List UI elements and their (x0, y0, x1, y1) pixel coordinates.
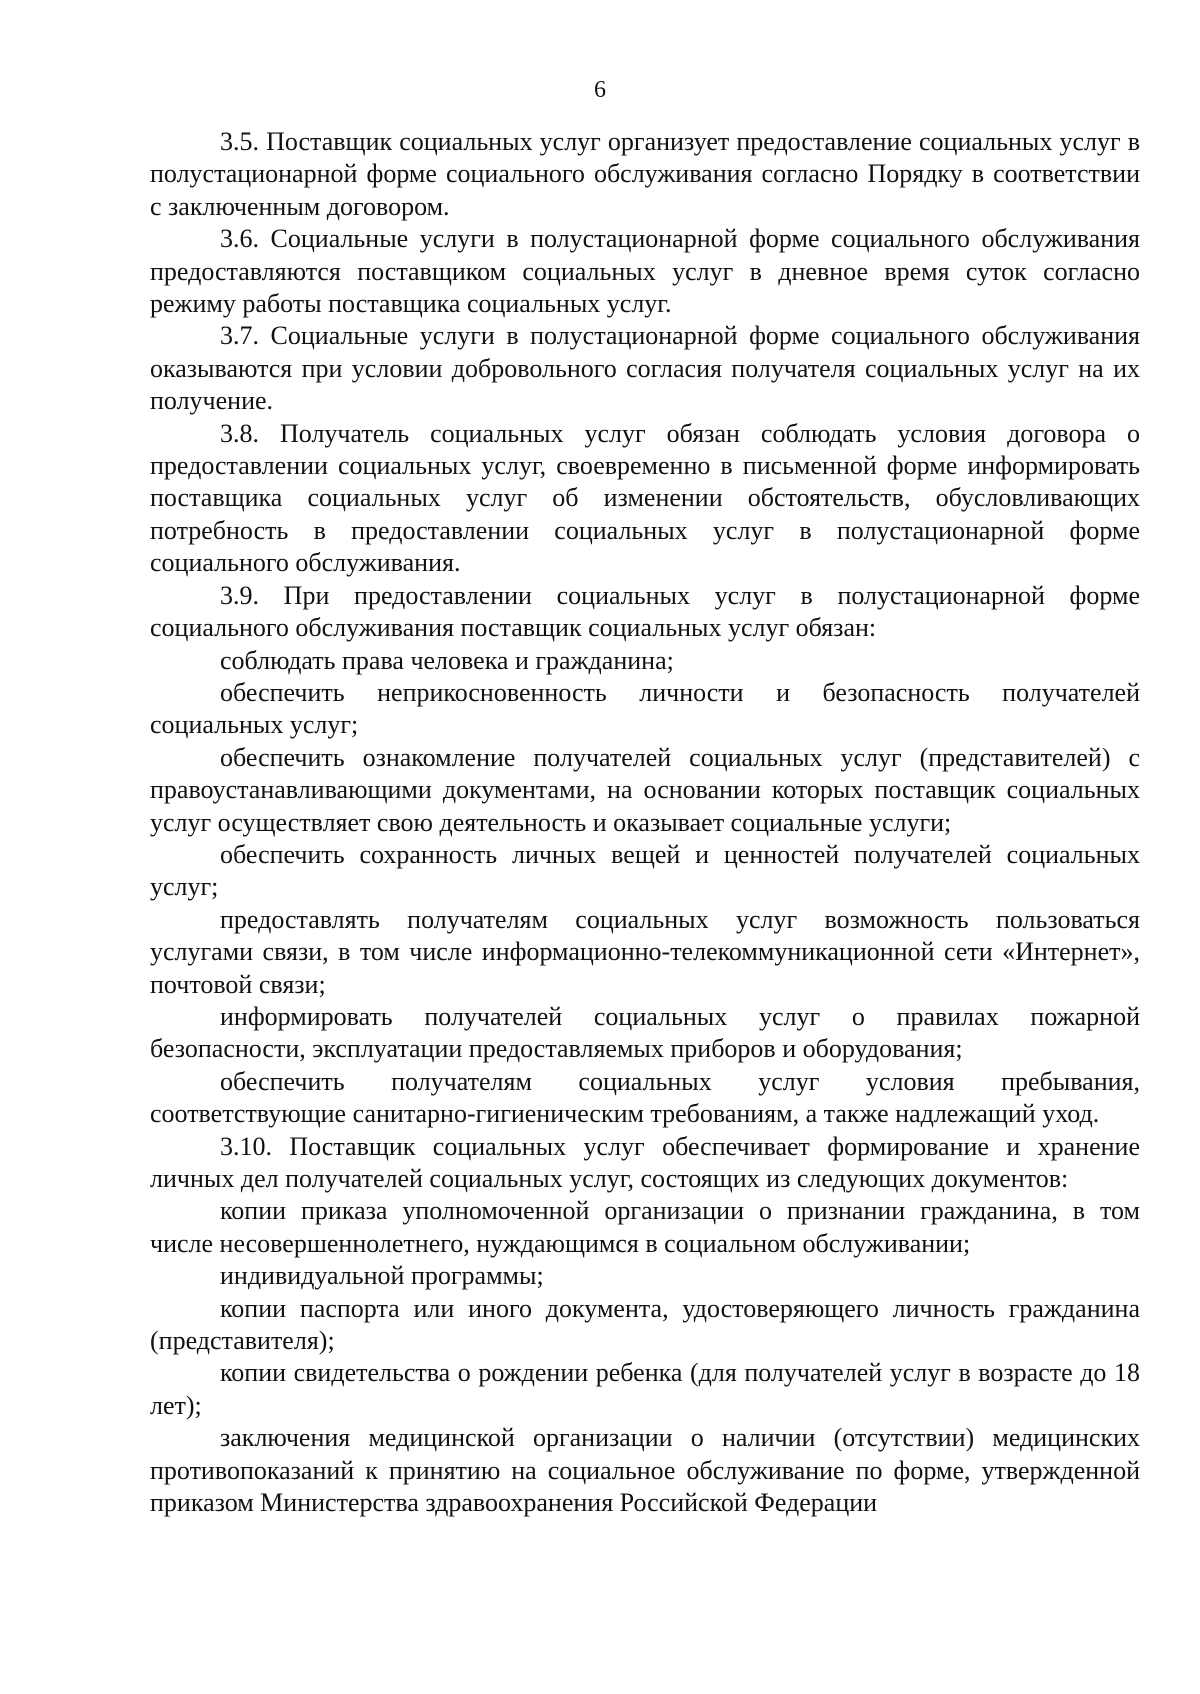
list-item: обеспечить ознакомление получателей социальных услуг (представителей) с правоустанавливающими документами, на основании которых поставщик социальных услуг осуществляет свою деятельность и оказывает социальные услуги; (150, 742, 1140, 837)
paragraph-3-10: 3.10. Поставщик социальных услуг обеспечивает формирование и хранение личных дел получателей социальных услуг, состоящих из следующих документов: (150, 1131, 1140, 1193)
paragraph-3-7: 3.7. Социальные услуги в полустационарной форме социального обслуживания оказываются при условии добровольного согласия получателя социальных услуг на их получение. (150, 321, 1140, 416)
list-item: копии свидетельства о рождении ребенка (для получателей услуг в возрасте до 18 лет); (150, 1358, 1140, 1420)
paragraph-3-8: 3.8. Получатель социальных услуг обязан соблюдать условия договора о предоставлении социальных услуг, своевременно в письменной форме информировать поставщика социальных услуг об изменении обстоятельств, обусловливающих потребность в предоставлении социальных услуг в полустационарной форме социального обслуживания. (150, 418, 1140, 578)
list-item: обеспечить сохранность личных вещей и ценностей получателей социальных услуг; (150, 839, 1140, 902)
list-item: обеспечить получателям социальных услуг условия пребывания, соответствующие санитарно-гигиеническим требованиям, а также надлежащий уход. (150, 1066, 1140, 1129)
list-item: информировать получателей социальных услуг о правилах пожарной безопасности, эксплуатации предоставляемых приборов и оборудования; (150, 1001, 1140, 1064)
list-item: соблюдать права человека и гражданина; (220, 645, 674, 675)
list-item: копии приказа уполномоченной организации о признании гражданина, в том числе несовершеннолетнего, нуждающимся в социальном обслуживании; (150, 1196, 1140, 1258)
page-number: 6 (594, 77, 606, 103)
list-item: заключения медицинской организации о наличии (отсутствии) медицинских противопоказаний к принятию на социальное обслуживание по форме, утвержденной приказом Министерства здравоохранения Российской Федерации (150, 1423, 1140, 1518)
paragraph-3-5: 3.5. Поставщик социальных услуг организует предоставление социальных услуг в полустационарной форме социального обслуживания согласно Порядку в соответствии с заключенным договором. (150, 127, 1140, 221)
document-body (150, 126, 1140, 1519)
paragraph-3-9: 3.9. При предоставлении социальных услуг в полустационарной форме социального обслуживания поставщик социальных услуг обязан: (150, 580, 1140, 643)
list-item: предоставлять получателям социальных услуг возможность пользоваться услугами связи, в том числе информационно-телекоммуникационной сети «Интернет», почтовой связи; (150, 904, 1140, 999)
list-item: обеспечить неприкосновенность личности и безопасность получателей социальных услуг; (150, 677, 1140, 740)
paragraph-3-6: 3.6. Социальные услуги в полустационарной форме социального обслуживания предоставляются поставщиком социальных услуг в дневное время суток согласно режиму работы поставщика социальных услуг. (150, 224, 1140, 319)
list-item: копии паспорта или иного документа, удостоверяющего личность гражданина (представителя); (150, 1293, 1140, 1356)
list-item: индивидуальной программы; (220, 1261, 544, 1291)
